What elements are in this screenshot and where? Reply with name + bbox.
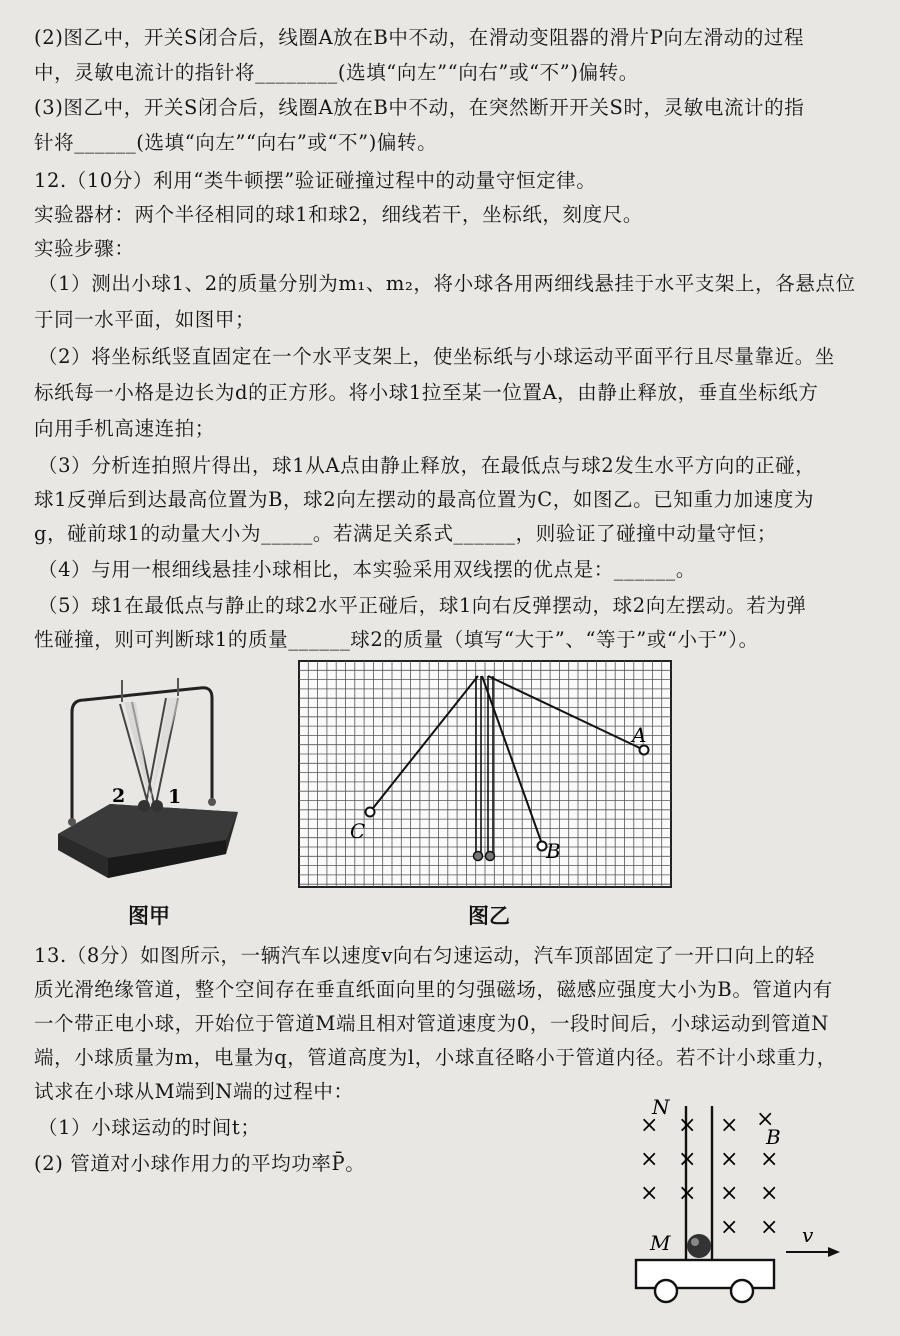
q13-line4: 端，小球质量为m，电量为q，管道高度为l，小球直径略小于管道内径。若不计小球重力，: [34, 1046, 837, 1069]
charged-ball: [687, 1234, 711, 1258]
label-C: C: [350, 819, 366, 843]
field-mark-x: ×: [720, 1113, 739, 1138]
ball-1: [151, 800, 163, 812]
caption-figure-jia: 图甲: [128, 904, 170, 928]
figure-jia: [50, 672, 250, 900]
q11-part3-line2: 针将______(选填“向左”“向右”或“不”)偏转。: [34, 131, 438, 154]
q12-title: 12.（10分）利用“类牛顿摆”验证碰撞过程中的动量守恒定律。: [34, 169, 597, 192]
q12-step3-line1: （3）分析连拍照片得出，球1从A点由静止释放，在最低点与球2发生水平方向的正碰，: [38, 454, 816, 477]
field-mark-x: ×: [756, 1107, 775, 1132]
field-mark-x: ×: [640, 1113, 659, 1138]
label-M: M: [650, 1231, 671, 1255]
magnetic-field-marks: [640, 1107, 778, 1240]
label-A: A: [632, 723, 647, 747]
q12-step5-line1: （5）球1在最低点与静止的球2水平正碰后，球1向右反弹摆动，球2向左摆动。若为弹: [38, 594, 807, 617]
field-mark-x: ×: [640, 1147, 659, 1172]
figure-yi: [298, 660, 672, 888]
car-wheel-right: [731, 1280, 753, 1302]
velocity-arrowhead: [828, 1247, 840, 1257]
field-mark-x: ×: [720, 1181, 739, 1206]
q12-materials: 实验器材：两个半径相同的球1和球2，细线若干，坐标纸，刻度尺。: [34, 203, 643, 226]
q13-line1: 13.（8分）如图所示，一辆汽车以速度v向右匀速运动，汽车顶部固定了一开口向上的轻: [34, 944, 816, 967]
q12-step5-line2: 性碰撞，则可判断球1的质量______球2的质量（填写“大于”、“等于”或“小于”）。: [34, 628, 759, 651]
q13-line3: 一个带正电小球，开始位于管道M端且相对管道速度为0，一段时间后，小球运动到管道N: [34, 1012, 829, 1035]
ball-rest-2: [474, 852, 483, 861]
field-mark-x: ×: [760, 1181, 779, 1206]
q12-step3-line2: 球1反弹后到达最高位置为B，球2向左摆动的最高位置为C，如图乙。已知重力加速度为: [34, 488, 815, 511]
q11-part3-line1: (3)图乙中，开关S闭合后，线圈A放在B中不动，在突然断开开关S时，灵敏电流计的指: [34, 96, 805, 119]
q13-line2: 质光滑绝缘管道，整个空间存在垂直纸面向里的匀强磁场，磁感应强度大小为B。管道内有: [34, 978, 833, 1001]
field-mark-x: ×: [760, 1147, 779, 1172]
q12-step1-line1: （1）测出小球1、2的质量分别为m₁、m₂，将小球各用两细线悬挂于水平支架上，各悬点位: [38, 272, 856, 295]
q12-step1-line2: 于同一水平面，如图甲；: [34, 308, 256, 331]
q12-step3-line3: g，碰前球1的动量大小为_____。若满足关系式______，则验证了碰撞中动量守恒；: [34, 522, 777, 545]
label-v: v: [802, 1223, 814, 1247]
field-mark-x: ×: [760, 1215, 779, 1240]
q13-question1: （1）小球运动的时间t；: [38, 1116, 261, 1139]
q12-step2-line3: 向用手机高速连拍；: [34, 417, 215, 440]
grid-lines: [299, 661, 671, 887]
label-B: B: [546, 839, 561, 863]
label-B-field: B: [766, 1125, 781, 1149]
label-ball-1: 1: [168, 786, 182, 808]
q11-part2-line1: (2)图乙中，开关S闭合后，线圈A放在B中不动，在滑动变阻器的滑片P向左滑动的过程: [34, 26, 805, 49]
field-mark-x: ×: [720, 1147, 739, 1172]
label-N: N: [652, 1095, 670, 1119]
field-mark-x: ×: [678, 1181, 697, 1206]
label-ball-2: 2: [112, 785, 126, 807]
q13-line5: 试求在小球从M端到N端的过程中：: [34, 1080, 354, 1103]
figure-car-tube: [620, 1092, 860, 1314]
q11-part2-line2: 中，灵敏电流计的指针将________(选填“向左”“向右”或“不”)偏转。: [34, 61, 639, 84]
q12-step4: （4）与用一根细线悬挂小球相比，本实验采用双线摆的优点是：______。: [38, 558, 697, 581]
ball-2: [138, 800, 150, 812]
q12-step2-line2: 标纸每一小格是边长为d的正方形。将小球1拉至某一位置A，由静止释放，垂直坐标纸方: [34, 381, 819, 404]
q13-question2: (2) 管道对小球作用力的平均功率P̄。: [34, 1152, 366, 1175]
field-mark-x: ×: [720, 1215, 739, 1240]
ball-position-C: [366, 808, 375, 817]
car-wheel-left: [655, 1280, 677, 1302]
q12-steps-label: 实验步骤：: [34, 237, 135, 260]
caption-figure-yi: 图乙: [468, 904, 510, 928]
ball-rest-1: [486, 852, 495, 861]
field-mark-x: ×: [678, 1147, 697, 1172]
field-mark-x: ×: [640, 1181, 659, 1206]
field-mark-x: ×: [678, 1113, 697, 1138]
q12-step2-line1: （2）将坐标纸竖直固定在一个水平支架上，使坐标纸与小球运动平面平行且尽量靠近。坐: [38, 345, 835, 368]
